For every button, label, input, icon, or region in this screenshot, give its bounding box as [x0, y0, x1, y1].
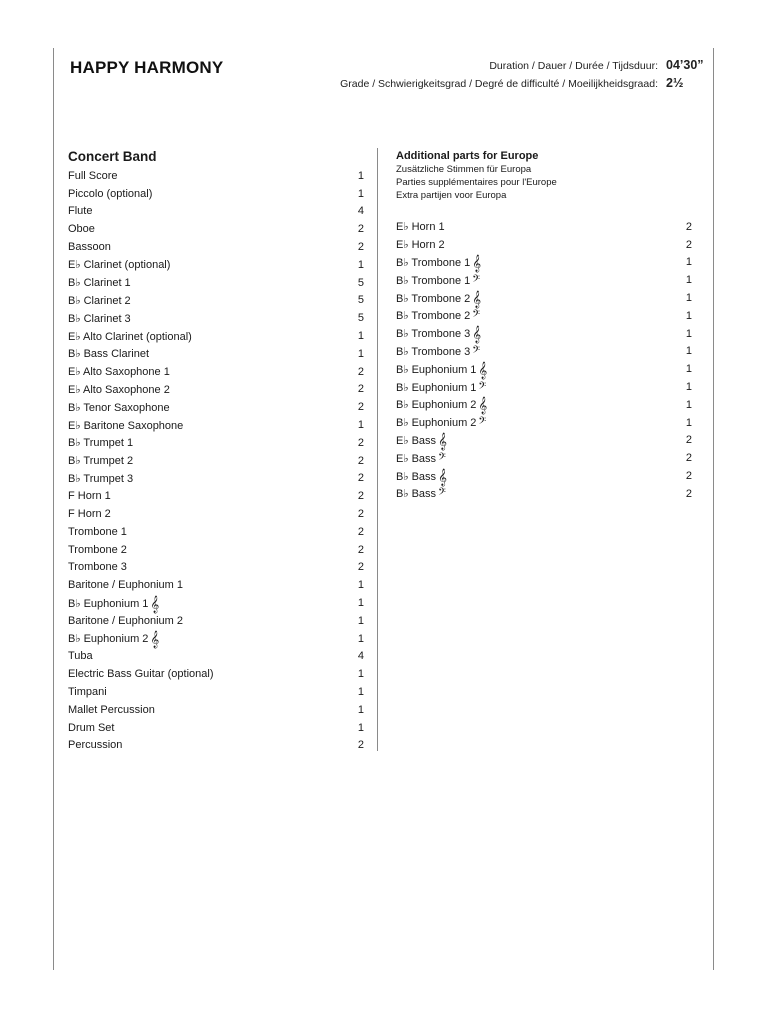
instrument-row: [68, 345, 364, 363]
instrument-label: Alto Saxophone 2: [82, 383, 170, 396]
key-signature: B♭: [68, 312, 81, 325]
instrument-row: [396, 396, 692, 414]
instrument-name: [68, 722, 114, 734]
instrument-label: Flute: [68, 205, 93, 218]
part-quantity: 2: [357, 401, 364, 414]
grade-label: Grade / Schwierigkeitsgrad / Degré de difficulté / Moeilijkheidsgraad:: [340, 78, 658, 90]
instrument-row: [68, 220, 364, 238]
instrument-label: Alto Clarinet (optional): [82, 330, 192, 343]
instrument-label: Trombone 3: [411, 328, 471, 341]
part-quantity: 1: [357, 169, 364, 182]
part-quantity: 1: [357, 632, 364, 645]
instrument-row: [68, 612, 364, 630]
part-quantity: 1: [357, 686, 364, 698]
instrument-label: Percussion: [68, 739, 123, 752]
key-signature: B♭: [396, 470, 409, 483]
instrument-label: Trombone 1: [411, 256, 471, 269]
instrument-row: [396, 485, 692, 503]
part-quantity: 2: [357, 561, 364, 574]
instrument-name: [68, 544, 127, 556]
instrument-row: [68, 416, 364, 434]
instrument-name: [68, 365, 170, 378]
key-signature: E♭: [68, 366, 81, 379]
key-signature: B♭: [396, 328, 409, 341]
instrument-name: [68, 454, 133, 467]
instrument-label: Clarinet 2: [83, 294, 131, 307]
instrument-label: Euphonium 2: [83, 633, 149, 646]
key-signature: E♭: [68, 419, 81, 432]
part-quantity: 2: [357, 490, 364, 503]
instrument-name: [68, 490, 111, 502]
europe-subtitle-de: Zusätzliche Stimmen für Europa: [396, 164, 532, 175]
key-signature: B♭: [396, 399, 409, 412]
europe-parts-section: [396, 150, 692, 503]
instrument-label: F Horn 1: [68, 490, 111, 503]
key-signature: B♭: [396, 292, 409, 305]
instrument-list: [68, 167, 364, 754]
instrument-name: [68, 686, 107, 698]
instrument-label: Bass: [411, 434, 437, 447]
instrument-name: [396, 467, 447, 486]
instrument-row: [396, 254, 692, 272]
instrument-label: Alto Saxophone 1: [82, 366, 170, 379]
instrument-row: [68, 559, 364, 577]
instrument-name: [68, 383, 170, 396]
instrument-name: [396, 431, 447, 450]
key-signature: B♭: [68, 455, 81, 468]
instrument-label: Bassoon: [68, 241, 111, 254]
instrument-row: [68, 238, 364, 256]
instrument-label: Mallet Percussion: [68, 703, 155, 716]
bass-clef-icon: 𝄢: [478, 415, 487, 430]
instrument-row: [68, 381, 364, 399]
instrument-name: [68, 704, 155, 716]
instrument-name: [396, 274, 480, 287]
key-signature: B♭: [68, 472, 81, 485]
instrument-row: [68, 523, 364, 541]
part-quantity: 2: [357, 472, 364, 485]
instrument-row: [68, 309, 364, 327]
instrument-row: [396, 432, 692, 450]
instrument-row: [68, 719, 364, 737]
instrument-label: Euphonium 1: [411, 381, 477, 394]
instrument-name: [68, 472, 133, 485]
instrument-name: [68, 419, 183, 432]
part-quantity: 1: [685, 256, 692, 269]
instrument-label: Electric Bass Guitar (optional): [68, 668, 214, 681]
instrument-name: [68, 401, 170, 414]
instrument-label: Piccolo (optional): [68, 187, 153, 200]
instrument-name: [68, 223, 95, 235]
instrument-row: [68, 256, 364, 274]
treble-clef-icon: 𝄞: [150, 594, 160, 613]
part-quantity: 2: [357, 365, 364, 378]
instrument-row: [396, 271, 692, 289]
part-quantity: 1: [685, 274, 692, 287]
instrument-row: [68, 665, 364, 683]
instrument-name: [68, 579, 183, 591]
bass-clef-icon: 𝄢: [472, 308, 481, 323]
key-signature: E♭: [396, 452, 409, 465]
part-quantity: 2: [685, 452, 692, 465]
part-quantity: 1: [357, 187, 364, 200]
instrument-label: Trombone 1: [411, 274, 471, 287]
instrument-name: [68, 347, 149, 360]
part-quantity: 2: [357, 223, 364, 236]
part-quantity: 5: [357, 312, 364, 325]
instrument-label: Euphonium 2: [411, 417, 477, 430]
part-quantity: 2: [357, 525, 364, 538]
score-info: [340, 58, 708, 94]
part-quantity: 2: [685, 470, 692, 483]
bass-clef-icon: 𝄢: [438, 486, 446, 501]
europe-heading: Additional parts for Europe: [396, 150, 539, 162]
key-signature: E♭: [396, 434, 409, 447]
part-quantity: 2: [357, 436, 364, 449]
part-quantity: 2: [357, 241, 364, 254]
instrument-row: [396, 289, 692, 307]
instrument-label: Trumpet 3: [83, 472, 134, 485]
part-quantity: 1: [357, 721, 364, 734]
instrument-row: [68, 470, 364, 488]
part-quantity: 1: [357, 347, 364, 360]
instrument-label: Baritone Saxophone: [83, 419, 184, 432]
key-signature: B♭: [68, 437, 81, 450]
key-signature: B♭: [68, 294, 81, 307]
instrument-name: [396, 220, 445, 233]
instrument-name: [68, 436, 133, 449]
instrument-row: [396, 449, 692, 467]
instrument-name: [68, 258, 170, 271]
instrument-row: [396, 307, 692, 325]
instrument-name: [68, 330, 192, 343]
instrument-label: Trombone 2: [68, 543, 127, 556]
instrument-label: F Horn 2: [68, 508, 111, 521]
instrument-row: [68, 274, 364, 292]
part-quantity: 5: [357, 276, 364, 289]
page-border-left: [53, 48, 54, 970]
instrument-name: [68, 739, 122, 751]
bass-clef-icon: 𝄢: [472, 272, 481, 287]
instrument-row: [396, 467, 692, 485]
part-quantity: 2: [357, 739, 364, 752]
treble-clef-icon: 𝄞: [472, 325, 482, 344]
instrument-row: [68, 630, 364, 648]
part-quantity: 4: [357, 650, 364, 663]
instrument-name: [68, 615, 183, 627]
instrument-name: [68, 594, 160, 613]
treble-clef-icon: 𝄞: [438, 431, 447, 450]
instrument-label: Trombone 3: [68, 561, 127, 574]
part-quantity: 2: [357, 383, 364, 396]
instrument-row: [68, 576, 364, 594]
instrument-row: [68, 292, 364, 310]
page-border-right: [713, 48, 714, 970]
grade-row: [340, 76, 708, 94]
instrument-row: [68, 363, 364, 381]
instrument-label: Timpani: [68, 686, 107, 698]
key-signature: B♭: [396, 256, 409, 269]
instrument-row: [396, 360, 692, 378]
instrument-row: [68, 541, 364, 559]
bass-clef-icon: 𝄢: [472, 343, 481, 358]
instrument-row: [396, 236, 692, 254]
part-quantity: 1: [685, 327, 692, 340]
grade-value: 2½: [666, 76, 684, 90]
instrument-label: Trumpet 2: [83, 455, 134, 468]
treble-clef-icon: 𝄞: [150, 630, 160, 649]
key-signature: B♭: [396, 345, 409, 358]
instrument-name: [68, 276, 131, 289]
instrument-name: [68, 241, 111, 253]
instrument-name: [396, 487, 446, 500]
instrument-label: Drum Set: [68, 721, 115, 734]
instrument-row: [68, 327, 364, 345]
part-quantity: 1: [357, 668, 364, 681]
part-quantity: 4: [357, 205, 364, 218]
part-quantity: 1: [685, 345, 692, 358]
part-quantity: 1: [685, 292, 692, 305]
instrument-label: Clarinet (optional): [83, 259, 171, 272]
instrument-label: Clarinet 3: [83, 312, 131, 325]
instrument-name: [396, 325, 482, 344]
key-signature: B♭: [68, 277, 81, 290]
key-signature: B♭: [68, 633, 81, 646]
instrument-row: [68, 648, 364, 666]
instrument-row: [68, 683, 364, 701]
part-quantity: 2: [357, 543, 364, 556]
instrument-name: [68, 630, 160, 649]
part-quantity: 1: [357, 579, 364, 592]
europe-subtitle-fr: Parties supplémentaires pour l'Europe: [396, 177, 557, 188]
instrument-row: [68, 737, 364, 755]
instrument-label: Trombone 3: [411, 345, 471, 358]
part-quantity: 1: [357, 703, 364, 716]
instrument-name: [68, 170, 118, 182]
key-signature: B♭: [396, 417, 409, 430]
treble-clef-icon: 𝄞: [438, 467, 447, 486]
instrument-row: [68, 701, 364, 719]
concert-band-section: [68, 146, 364, 754]
column-divider: [377, 148, 378, 751]
instrument-row: [396, 218, 692, 236]
part-quantity: 2: [685, 487, 692, 500]
instrument-label: Trombone 2: [411, 310, 471, 323]
instrument-row: [68, 185, 364, 203]
page-title: HAPPY HARMONY: [70, 58, 224, 77]
instrument-row: [396, 343, 692, 361]
duration-value: 04’30”: [666, 58, 704, 72]
instrument-label: Baritone / Euphonium 1: [68, 579, 183, 592]
treble-clef-icon: 𝄞: [472, 253, 482, 272]
treble-clef-icon: 𝄞: [472, 289, 482, 308]
instrument-label: Bass Clarinet: [83, 348, 150, 361]
key-signature: B♭: [396, 274, 409, 287]
instrument-row: [396, 414, 692, 432]
instrument-name: [396, 381, 486, 394]
key-signature: B♭: [396, 381, 409, 394]
part-quantity: 2: [685, 434, 692, 447]
treble-clef-icon: 𝄞: [478, 360, 488, 379]
instrument-label: Euphonium 1: [411, 363, 477, 376]
instrument-row: [68, 452, 364, 470]
instrument-label: Trumpet 1: [83, 437, 134, 450]
part-quantity: 2: [357, 454, 364, 467]
europe-subtitle-nl: Extra partijen voor Europa: [396, 190, 507, 201]
instrument-name: [396, 396, 488, 415]
key-signature: B♭: [68, 401, 81, 414]
instrument-row: [68, 434, 364, 452]
instrument-label: Bass: [411, 452, 437, 465]
instrument-name: [396, 345, 480, 358]
part-quantity: 1: [357, 597, 364, 610]
instrument-name: [396, 253, 482, 272]
part-quantity: 1: [685, 309, 692, 322]
key-signature: B♭: [68, 348, 81, 361]
instrument-row: [68, 398, 364, 416]
instrument-label: Euphonium 1: [83, 597, 149, 610]
duration-row: [340, 58, 708, 76]
instrument-label: Tuba: [68, 650, 93, 663]
instrument-name: [68, 312, 131, 325]
instrument-label: Clarinet 1: [83, 277, 131, 290]
part-quantity: 1: [357, 614, 364, 627]
part-quantity: 5: [357, 294, 364, 307]
instrument-label: Horn 1: [411, 221, 445, 234]
instrument-label: Tenor Saxophone: [83, 401, 170, 414]
instrument-label: Horn 2: [411, 239, 445, 252]
instrument-name: [68, 205, 92, 217]
bass-clef-icon: 𝄢: [478, 379, 487, 394]
instrument-name: [396, 289, 482, 308]
key-signature: E♭: [396, 221, 409, 234]
instrument-label: Bass: [411, 488, 437, 501]
instrument-label: Oboe: [68, 223, 95, 236]
instrument-row: [68, 505, 364, 523]
part-quantity: 2: [357, 508, 364, 521]
europe-instrument-list: [396, 218, 692, 503]
instrument-name: [396, 238, 445, 251]
key-signature: B♭: [396, 488, 409, 501]
instrument-name: [396, 452, 446, 465]
instrument-label: Full Score: [68, 169, 118, 182]
instrument-label: Trombone 2: [411, 292, 471, 305]
instrument-name: [68, 526, 127, 538]
duration-label: Duration / Dauer / Durée / Tijdsduur:: [489, 60, 658, 72]
concert-band-heading: Concert Band: [68, 149, 157, 164]
part-quantity: 1: [685, 363, 692, 376]
instrument-name: [68, 188, 152, 200]
key-signature: B♭: [396, 310, 409, 323]
part-quantity: 1: [357, 258, 364, 271]
instrument-row: [396, 325, 692, 343]
instrument-row: [396, 378, 692, 396]
instrument-name: [68, 508, 111, 520]
part-quantity: 2: [685, 238, 692, 251]
instrument-name: [68, 294, 131, 307]
instrument-name: [68, 561, 127, 573]
key-signature: B♭: [68, 597, 81, 610]
instrument-label: Baritone / Euphonium 2: [68, 614, 183, 627]
instrument-label: Bass: [411, 470, 437, 483]
key-signature: E♭: [396, 239, 409, 252]
treble-clef-icon: 𝄞: [478, 396, 488, 415]
instrument-row: [68, 594, 364, 612]
bass-clef-icon: 𝄢: [438, 450, 446, 465]
instrument-label: Trombone 1: [68, 525, 127, 538]
key-signature: B♭: [396, 363, 409, 376]
instrument-name: [396, 360, 488, 379]
part-quantity: 2: [685, 220, 692, 233]
instrument-name: [68, 668, 214, 680]
part-quantity: 1: [357, 419, 364, 432]
key-signature: E♭: [68, 330, 81, 343]
part-quantity: 1: [685, 398, 692, 411]
instrument-row: [68, 167, 364, 185]
instrument-name: [396, 309, 480, 322]
part-quantity: 1: [357, 330, 364, 343]
part-quantity: 1: [685, 416, 692, 429]
instrument-name: [68, 650, 93, 662]
instrument-row: [68, 487, 364, 505]
instrument-label: Euphonium 2: [411, 399, 477, 412]
key-signature: E♭: [68, 383, 81, 396]
instrument-name: [396, 416, 486, 429]
instrument-row: [68, 203, 364, 221]
key-signature: E♭: [68, 259, 81, 272]
part-quantity: 1: [685, 381, 692, 394]
